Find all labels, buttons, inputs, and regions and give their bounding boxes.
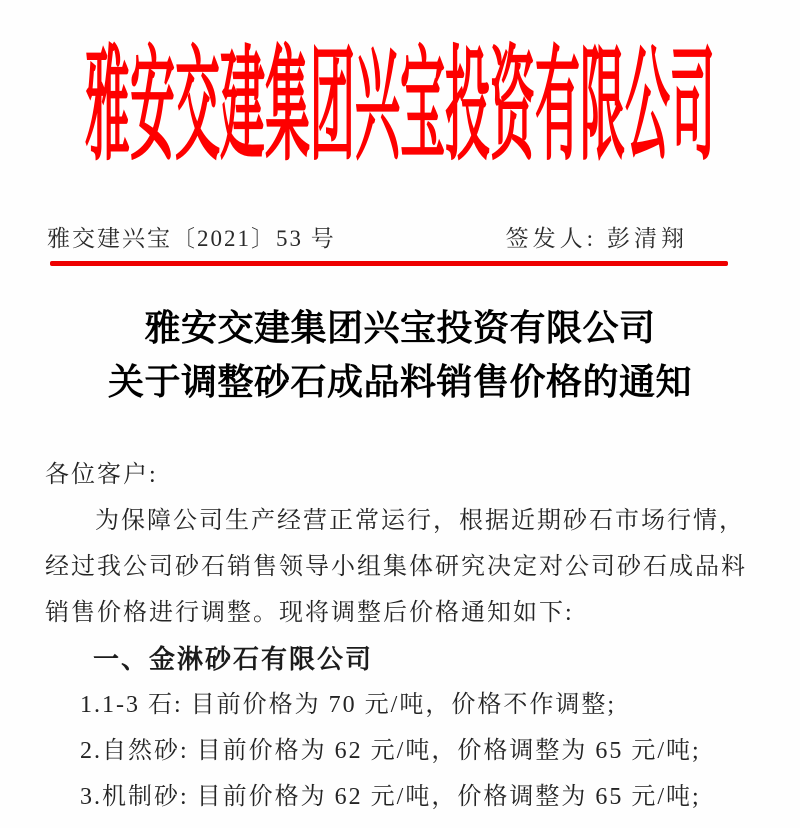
salutation: 各位客户: [45,462,158,488]
issuer [506,224,688,254]
notice-title-line2: 关于调整砂石成品料销售价格的通知 [107,362,692,402]
price-item: 2.自然砂: 目前价格为 62 元/吨，价格调整为 65 元/吨; [80,738,701,764]
document-number-row [47,224,688,254]
notice-title [0,301,800,409]
paragraph-line: 销售价格进行调整。现将调整后价格通知如下: [45,600,574,626]
notice-title-line1: 雅安交建集团兴宝投资有限公司 [144,308,656,348]
price-item: 1.1-3 石: 目前价格为 70 元/吨，价格不作调整; [80,692,616,718]
paragraph-line: 经过我公司砂石销售领导小组集体研究决定对公司砂石成品料 [45,554,747,580]
issuer-label: 签发人: [505,226,597,251]
paragraph-line: 为保障公司生产经营正常运行，根据近期砂石市场行情， [95,508,745,534]
company-masthead: 雅安交建集团兴宝投资有限公司 [84,37,715,176]
price-item: 3.机制砂: 目前价格为 62 元/吨，价格调整为 65 元/吨; [80,784,701,810]
section-heading: 一、金淋砂石有限公司 [93,644,374,674]
red-divider-line [50,261,728,266]
document-number: 雅交建兴宝〔2021〕53 号 [47,226,336,251]
notice-body [45,452,762,820]
issuer-name: 彭清翔 [607,226,688,251]
